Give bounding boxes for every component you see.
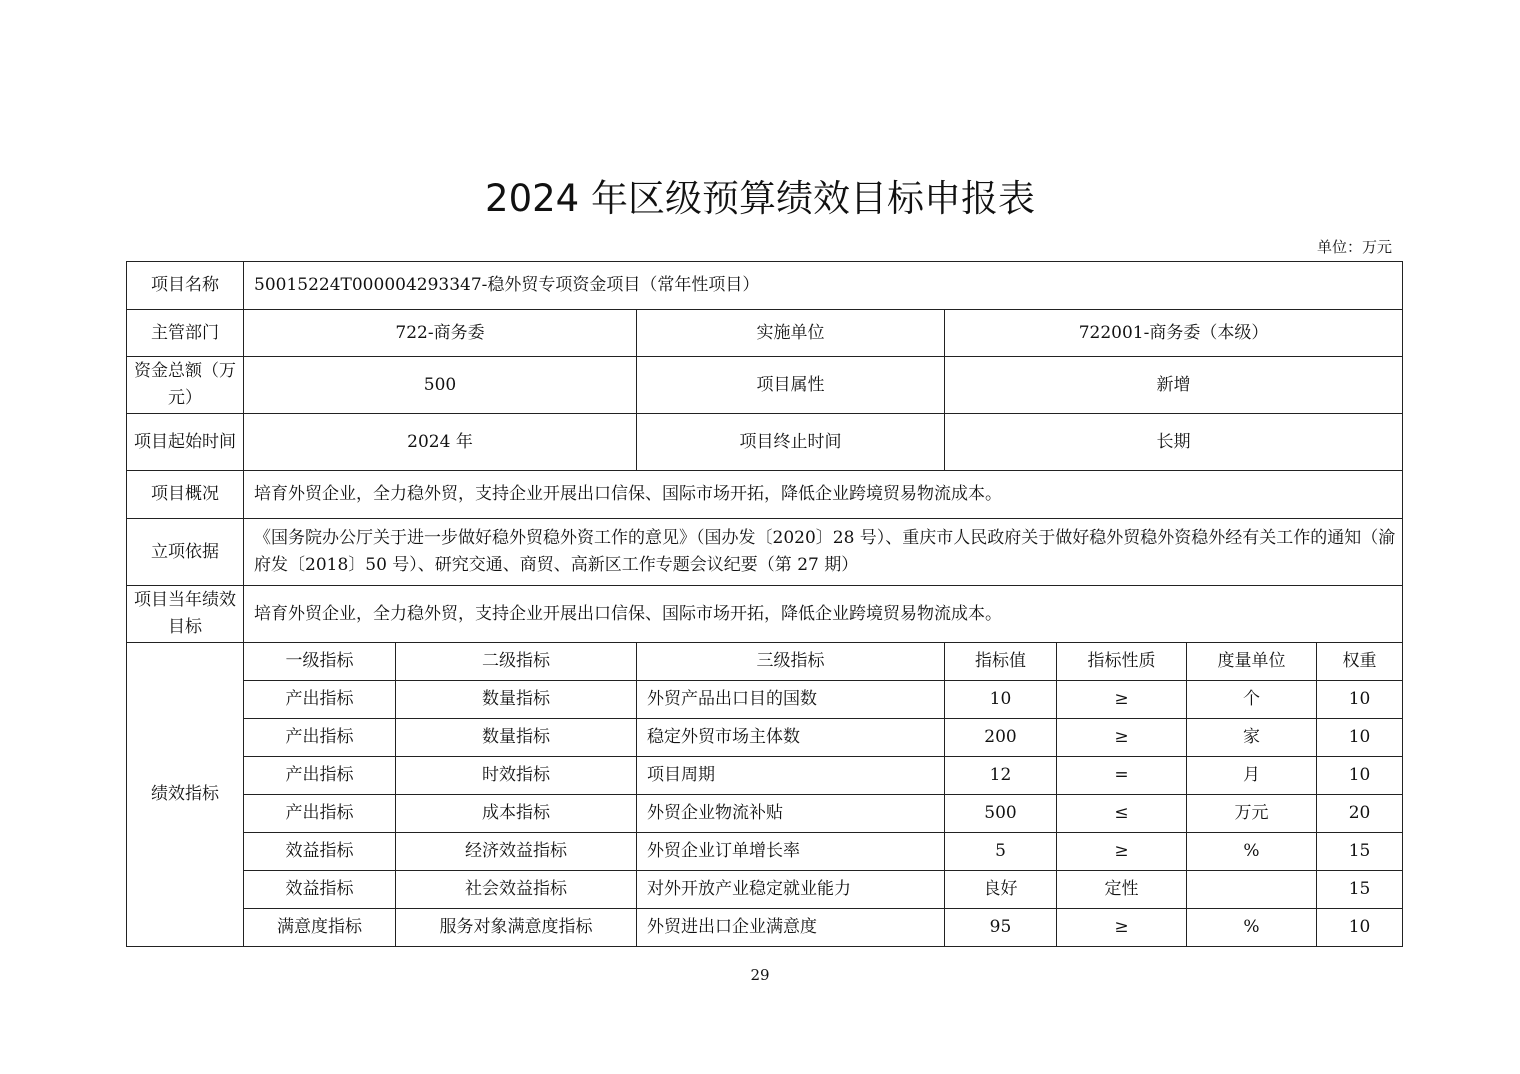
value-cell: 95 [945, 909, 1057, 947]
unit-label: 单位：万元 [1316, 238, 1392, 256]
performance-table [126, 261, 1403, 947]
weight-cell: 10 [1317, 757, 1403, 795]
nature-cell: ≥ [1057, 681, 1187, 719]
level1-cell: 产出指标 [244, 795, 396, 833]
indicators-label: 绩效指标 [127, 643, 244, 947]
header-level2: 二级指标 [396, 643, 637, 681]
table-row [127, 681, 1403, 719]
level3-cell: 对外开放产业稳定就业能力 [637, 871, 945, 909]
weight-cell: 15 [1317, 833, 1403, 871]
weight-cell: 20 [1317, 795, 1403, 833]
table-row [127, 719, 1403, 757]
value-cell: 良好 [945, 871, 1057, 909]
level2-cell: 服务对象满意度指标 [396, 909, 637, 947]
level2-cell: 社会效益指标 [396, 871, 637, 909]
goal-label: 项目当年绩效目标 [127, 586, 244, 643]
level1-cell: 产出指标 [244, 757, 396, 795]
level1-cell: 产出指标 [244, 681, 396, 719]
table-row [127, 909, 1403, 947]
value-cell: 500 [945, 795, 1057, 833]
unit-cell: 家 [1187, 719, 1317, 757]
nature-cell: ≤ [1057, 795, 1187, 833]
level1-cell: 产出指标 [244, 719, 396, 757]
weight-cell: 10 [1317, 719, 1403, 757]
value-cell: 10 [945, 681, 1057, 719]
header-unit: 度量单位 [1187, 643, 1317, 681]
header-nature: 指标性质 [1057, 643, 1187, 681]
unit-cell [1187, 871, 1317, 909]
level1-cell: 满意度指标 [244, 909, 396, 947]
funds-label: 资金总额（万元） [127, 357, 244, 414]
header-level3: 三级指标 [637, 643, 945, 681]
nature-cell: = [1057, 757, 1187, 795]
basis-label: 立项依据 [127, 519, 244, 586]
dept-value: 722-商务委 [244, 310, 637, 357]
table-row [127, 795, 1403, 833]
basis-value: 《国务院办公厅关于进一步做好稳外贸稳外资工作的意见》（国办发〔2020〕28 号）、重庆市人民政府关于做好稳外贸稳外资稳外经有关工作的通知（渝府发〔2018〕50 号）、研究交通、商贸、高新区工作专题会议纪要（第 27 期） [244, 519, 1403, 586]
level1-cell: 效益指标 [244, 871, 396, 909]
level3-cell: 项目周期 [637, 757, 945, 795]
attr-label: 项目属性 [637, 357, 945, 414]
funds-value: 500 [244, 357, 637, 414]
header-weight: 权重 [1317, 643, 1403, 681]
weight-cell: 10 [1317, 909, 1403, 947]
unit-cell: % [1187, 833, 1317, 871]
level3-cell: 稳定外贸市场主体数 [637, 719, 945, 757]
overview-label: 项目概况 [127, 471, 244, 519]
level2-cell: 成本指标 [396, 795, 637, 833]
value-cell: 5 [945, 833, 1057, 871]
end-label: 项目终止时间 [637, 414, 945, 471]
level3-cell: 外贸企业物流补贴 [637, 795, 945, 833]
table-row [127, 757, 1403, 795]
value-cell: 200 [945, 719, 1057, 757]
level2-cell: 数量指标 [396, 719, 637, 757]
project-name-value: 50015224T000004293347-稳外贸专项资金项目（常年性项目） [244, 262, 1403, 310]
nature-cell: ≥ [1057, 833, 1187, 871]
project-name-label: 项目名称 [127, 262, 244, 310]
header-level1: 一级指标 [244, 643, 396, 681]
table-row [127, 833, 1403, 871]
nature-cell: ≥ [1057, 909, 1187, 947]
level3-cell: 外贸进出口企业满意度 [637, 909, 945, 947]
dept-label: 主管部门 [127, 310, 244, 357]
nature-cell: ≥ [1057, 719, 1187, 757]
overview-value: 培育外贸企业，全力稳外贸，支持企业开展出口信保、国际市场开拓，降低企业跨境贸易物流成本。 [244, 471, 1403, 519]
unit-cell: 万元 [1187, 795, 1317, 833]
start-value: 2024 年 [244, 414, 637, 471]
weight-cell: 15 [1317, 871, 1403, 909]
start-label: 项目起始时间 [127, 414, 244, 471]
level2-cell: 经济效益指标 [396, 833, 637, 871]
level3-cell: 外贸企业订单增长率 [637, 833, 945, 871]
unit-cell: % [1187, 909, 1317, 947]
unit-cell: 月 [1187, 757, 1317, 795]
level2-cell: 时效指标 [396, 757, 637, 795]
impl-label: 实施单位 [637, 310, 945, 357]
header-value: 指标值 [945, 643, 1057, 681]
value-cell: 12 [945, 757, 1057, 795]
impl-value: 722001-商务委（本级） [945, 310, 1403, 357]
level2-cell: 数量指标 [396, 681, 637, 719]
attr-value: 新增 [945, 357, 1403, 414]
level3-cell: 外贸产品出口目的国数 [637, 681, 945, 719]
end-value: 长期 [945, 414, 1403, 471]
weight-cell: 10 [1317, 681, 1403, 719]
page-number: 29 [750, 966, 770, 984]
table-row [127, 871, 1403, 909]
page-title: 2024 年区级预算绩效目标申报表 [485, 177, 1035, 220]
goal-value: 培育外贸企业，全力稳外贸，支持企业开展出口信保、国际市场开拓，降低企业跨境贸易物流成本。 [244, 586, 1403, 643]
level1-cell: 效益指标 [244, 833, 396, 871]
unit-cell: 个 [1187, 681, 1317, 719]
nature-cell: 定性 [1057, 871, 1187, 909]
